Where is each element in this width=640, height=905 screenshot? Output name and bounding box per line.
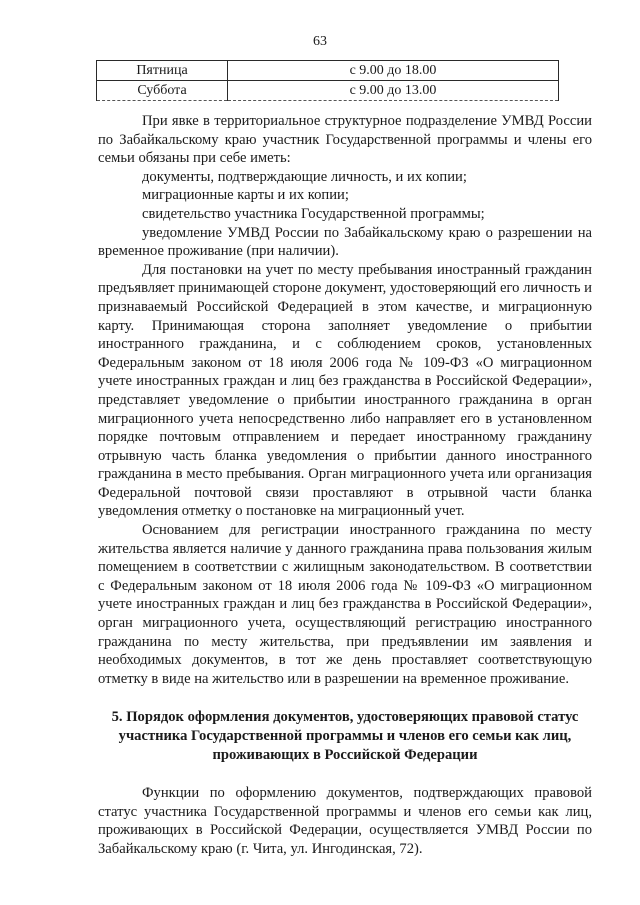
list-item: уведомление УМВД России по Забайкальскому краю о разрешении на временное проживание (при наличии). (98, 224, 592, 260)
list-item: свидетельство участника Государственной программы; (142, 205, 485, 222)
paragraph-stay-registration: Для постановки на учет по месту пребывания иностранный гражданин предъявляет принимающей стороне документ, удостоверяющий его личность и признаваемый Российской Федерацией в этом качестве, и миграционную карту. Принимающая сторона заполняет уведомление о прибытии иностранного гражданина, и с соблюдением сроков, установленных Федеральным законом от 18 июля 2006 года № 109-ФЗ «О миграционном учете иностранных граждан и лиц без гражданства в Российской Федерации», представляет уведомление о прибытии иностранного гражданина в орган миграционного учета непосредственно либо направляет его в установленном порядке почтовым отправлением и передает иностранному гражданину отрывную часть бланка уведомления о прибытии данного иностранного гражданина в место пребывания. Орган миграционного учета или организация Федеральной почтовой связи проставляют в отрывной части бланка уведомления отметку о постановке на миграционный учет. (98, 261, 592, 520)
schedule-day: Пятница (97, 61, 228, 81)
paragraph-residence-registration: Основанием для регистрации иностранного гражданина по месту жительства является наличие у данного гражданина права пользования жилым помещением в соответствии с жилищным законодательством. В соответствии с Федеральным законом от 18 июля 2006 года № 109-ФЗ «О миграционном учете иностранных граждан и лиц без гражданства в Российской Федерации», орган миграционного учета, осуществляющий регистрацию иностранного гражданина по месту жительства, при предъявлении им заявления и необходимых документов, в тот же день проставляет соответствующую отметку в виде на жительство или в разрешении на временное проживание. (98, 522, 592, 687)
schedule-day: Суббота (97, 81, 228, 101)
paragraph-document-functions: Функции по оформлению документов, подтверждающих правовой статус участника Государственной программы и членов его семьи как лиц, проживающих в Российской Федерации, осуществляется УМВД России по Забайкальскому краю (г. Чита, ул. Ингодинская, 72). (98, 785, 592, 857)
schedule-table (96, 60, 559, 101)
table-row (97, 81, 559, 101)
schedule-hours: с 9.00 до 18.00 (228, 61, 559, 81)
section-heading: 5. Порядок оформления документов, удостоверяющих правовой статус участника Государственной программы и членов его семьи как лиц, проживающих в Российской Федерации (111, 709, 579, 763)
document-body (98, 112, 592, 859)
list-item: миграционные карты и их копии; (142, 187, 349, 204)
paragraph-required-documents: При явке в территориальное структурное подразделение УМВД России по Забайкальскому краю участник Государственной программы и члены его семьи обязаны при себе иметь: (98, 113, 592, 167)
page-number: 63 (313, 34, 327, 49)
table-row (97, 61, 559, 81)
schedule-hours: с 9.00 до 13.00 (228, 81, 559, 101)
list-item: документы, подтверждающие личность, и их копии; (142, 168, 467, 185)
